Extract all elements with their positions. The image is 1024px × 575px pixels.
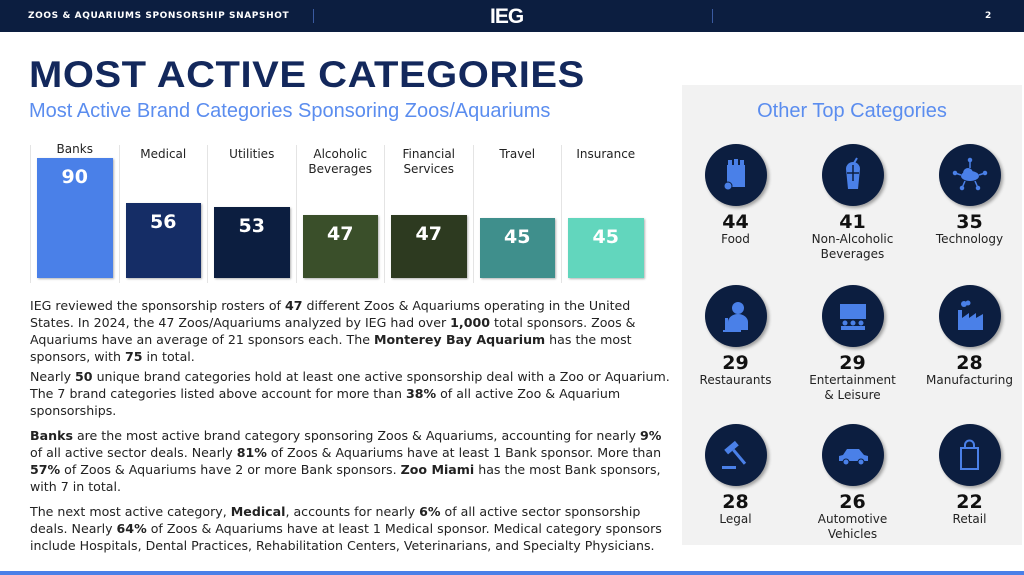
bold-text: 57% bbox=[30, 462, 61, 477]
category-name: Manufacturing bbox=[926, 373, 1013, 387]
other-categories-panel bbox=[682, 85, 1022, 545]
ieg-logo: IEG bbox=[490, 5, 524, 28]
text: Nearly bbox=[30, 369, 76, 384]
text: IEG reviewed the sponsorship rosters of bbox=[30, 298, 285, 313]
category-name: Legal bbox=[719, 512, 752, 526]
factory-icon bbox=[939, 285, 1001, 347]
category-count: 41 bbox=[839, 211, 866, 233]
text: of Zoos & Aquariums have at least 1 Medical sponsor. Medical category sponsors include Hospitals, Dental Practices, Rehabilitation Centers, Veterinarians, and Specialty Physicians. bbox=[30, 521, 662, 553]
category-count: 44 bbox=[722, 211, 749, 233]
chart-column bbox=[119, 145, 208, 283]
bold-text: Zoo Miami bbox=[400, 462, 475, 477]
category-name: Automotive Vehicles bbox=[817, 512, 888, 541]
bar-value-label: 47 bbox=[415, 223, 442, 246]
waiter-icon bbox=[705, 285, 767, 347]
category-item bbox=[677, 424, 794, 527]
footer-line bbox=[0, 571, 1024, 575]
chart-column bbox=[384, 145, 473, 283]
bar-value-label: 53 bbox=[238, 215, 265, 238]
category-label: Utilities bbox=[229, 147, 275, 161]
text: of all active sector sponsorship deals. Nearly bbox=[30, 504, 641, 536]
bar bbox=[37, 158, 113, 278]
text: has the most sponsors, with bbox=[30, 332, 632, 364]
chart-subtitle: Most Active Brand Categories Sponsoring Zoos/Aquariums bbox=[29, 100, 551, 122]
text: unique brand categories hold at least one active sponsorship deal with a Zoo or Aquarium. The 7 brand categories listed above account for more than bbox=[30, 369, 670, 401]
divider bbox=[712, 9, 713, 23]
bar bbox=[214, 207, 290, 278]
text: total sponsors. Zoos & Aquariums have an average of 21 sponsors each. The bbox=[30, 315, 636, 347]
shopping-bag-icon bbox=[939, 424, 1001, 486]
bold-text: Medical bbox=[230, 504, 286, 519]
bar bbox=[391, 215, 467, 278]
category-name: Retail bbox=[952, 512, 987, 526]
bar bbox=[303, 215, 379, 278]
text: The next most active category, bbox=[30, 504, 231, 519]
bold-text: 75 bbox=[124, 349, 143, 364]
category-label: Banks bbox=[56, 142, 93, 156]
section-title: ZOOS & AQUARIUMS SPONSORSHIP SNAPSHOT bbox=[28, 11, 290, 21]
bold-text: 6% bbox=[419, 504, 441, 519]
cloud-network-icon bbox=[939, 144, 1001, 206]
paragraph bbox=[30, 297, 670, 365]
bold-text: 47 bbox=[284, 298, 303, 313]
bar-value-label: 45 bbox=[504, 226, 531, 248]
category-count: 29 bbox=[839, 352, 866, 374]
bold-text: Monterey Bay Aquarium bbox=[373, 332, 546, 347]
category-label: Insurance bbox=[576, 147, 636, 161]
chart-column bbox=[30, 142, 119, 283]
category-item bbox=[911, 285, 1024, 388]
paragraph bbox=[30, 427, 670, 495]
category-label: Travel bbox=[499, 147, 536, 161]
category-label: Medical bbox=[140, 147, 187, 161]
category-name: Non-Alcoholic Beverages bbox=[811, 232, 894, 261]
chart-column bbox=[207, 145, 296, 283]
bold-text: 1,000 bbox=[450, 315, 491, 330]
bar-value-label: 56 bbox=[150, 211, 177, 234]
category-label: Alcoholic Beverages bbox=[308, 147, 373, 176]
text: different Zoos & Aquariums operating in the United States. In 2024, the 47 Zoos/Aquariums analyzed by IEG had over bbox=[30, 298, 631, 330]
paragraph bbox=[30, 503, 670, 554]
category-name: Technology bbox=[935, 232, 1004, 246]
text: of Zoos & Aquariums have 2 or more Bank sponsors. bbox=[60, 462, 401, 477]
category-name: Food bbox=[721, 232, 750, 246]
chart-column bbox=[296, 145, 385, 283]
category-item bbox=[794, 285, 911, 403]
gavel-icon bbox=[705, 424, 767, 486]
page-title: MOST ACTIVE CATEGORIES bbox=[29, 54, 585, 95]
panel-title: Other Top Categories bbox=[757, 100, 947, 122]
category-count: 35 bbox=[956, 211, 983, 233]
category-count: 28 bbox=[722, 491, 749, 513]
bar bbox=[568, 218, 644, 278]
bold-text: 50 bbox=[75, 369, 93, 384]
text: of Zoos & Aquariums have at least 1 Bank sponsor. More than bbox=[266, 445, 662, 460]
bar-chart bbox=[30, 142, 650, 283]
bar-value-label: 90 bbox=[61, 166, 88, 188]
text: of all active Zoo & Aquarium sponsorships. bbox=[30, 386, 621, 418]
bar-value-label: 47 bbox=[327, 223, 354, 246]
text: in total. bbox=[142, 349, 195, 364]
category-count: 29 bbox=[722, 352, 749, 374]
bar bbox=[480, 218, 556, 278]
category-label: Financial Services bbox=[402, 147, 456, 176]
category-item bbox=[677, 285, 794, 388]
category-count: 22 bbox=[956, 491, 983, 513]
drink-cup-icon bbox=[822, 144, 884, 206]
divider bbox=[313, 9, 314, 23]
chart-column bbox=[473, 145, 562, 283]
car-icon bbox=[822, 424, 884, 486]
category-item bbox=[677, 144, 794, 247]
category-item bbox=[794, 424, 911, 542]
bold-text: Banks bbox=[30, 428, 73, 443]
category-count: 26 bbox=[839, 491, 866, 513]
bold-text: 9% bbox=[640, 428, 662, 443]
bold-text: 81% bbox=[236, 445, 267, 460]
grocery-bag-icon bbox=[705, 144, 767, 206]
text: has the most Bank sponsors, with 7 in total. bbox=[30, 462, 661, 494]
chart-column bbox=[561, 145, 650, 283]
category-item bbox=[911, 424, 1024, 527]
text: , accounts for nearly bbox=[285, 504, 420, 519]
category-count: 28 bbox=[956, 352, 983, 374]
bold-text: 38% bbox=[405, 386, 437, 401]
category-item bbox=[794, 144, 911, 262]
paragraph bbox=[30, 368, 670, 419]
bold-text: 64% bbox=[116, 521, 147, 536]
text: are the most active brand category sponsoring Zoos & Aquariums, accounting for nearly bbox=[72, 428, 640, 443]
text: of all active sector deals. Nearly bbox=[30, 445, 237, 460]
category-name: Restaurants bbox=[699, 373, 772, 387]
category-item bbox=[911, 144, 1024, 247]
bar-value-label: 45 bbox=[592, 226, 619, 248]
page-number: 2 bbox=[985, 11, 992, 21]
theater-icon bbox=[822, 285, 884, 347]
header-bar bbox=[0, 0, 1024, 32]
bar bbox=[126, 203, 202, 278]
category-name: Entertainment & Leisure bbox=[809, 373, 896, 402]
